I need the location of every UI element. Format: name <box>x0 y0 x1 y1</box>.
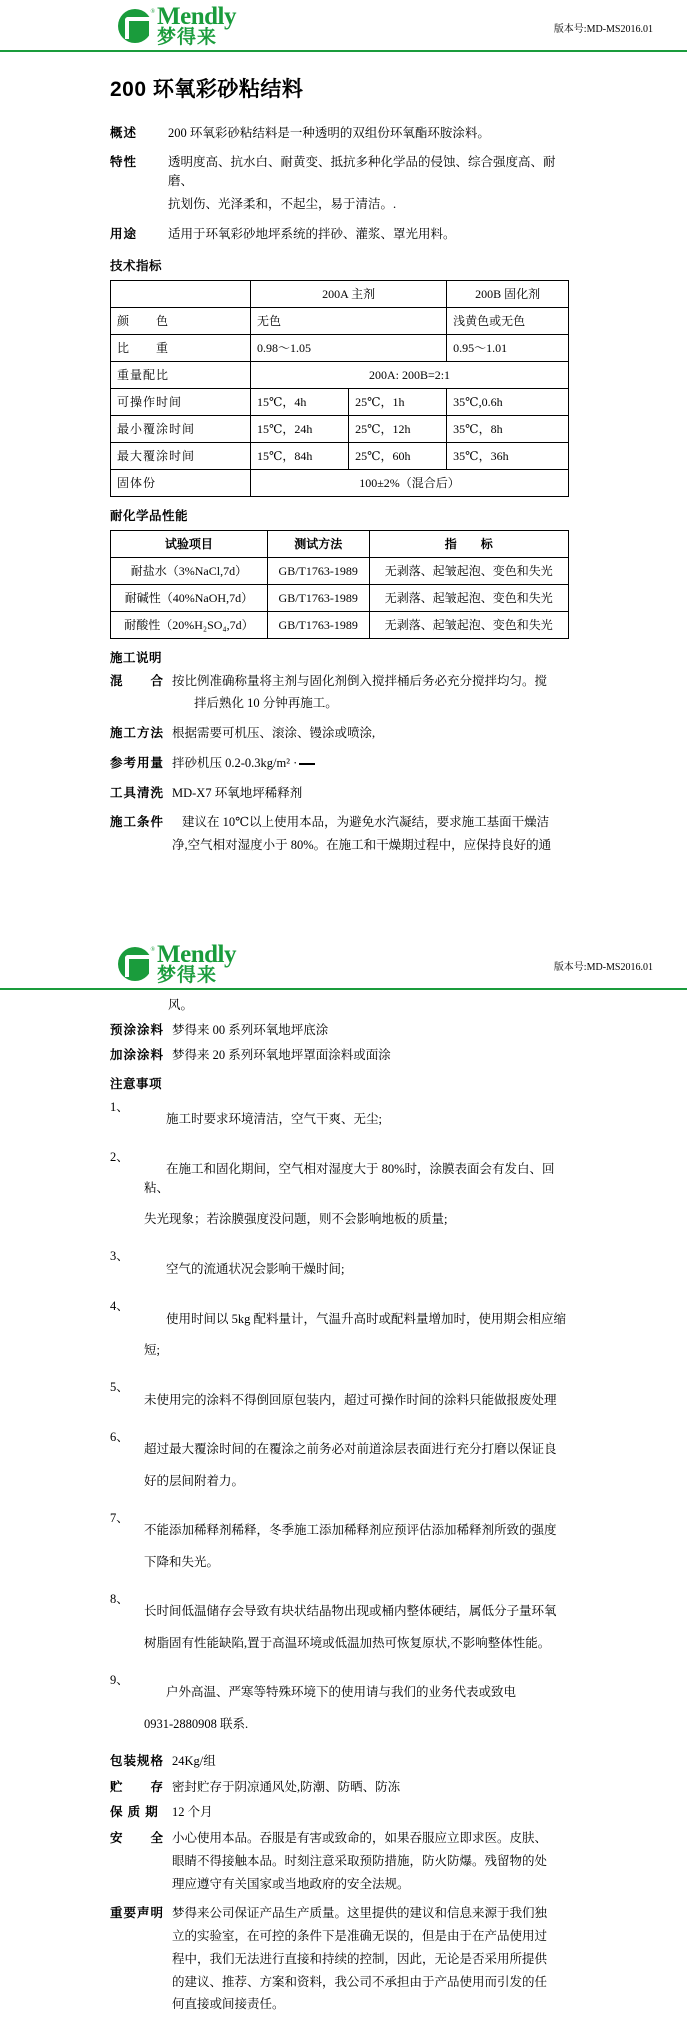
intro-features-line-1: 透明度高、抗水白、耐黄变、抵抗多种化学品的侵蚀、综合强度高、耐磨、 <box>168 155 556 188</box>
note-9-line-2: 0931-2880908 联系. <box>144 1716 249 1731</box>
table-row <box>111 335 569 362</box>
precoat-value: 梦得来 00 系列环氧地坪底涂 <box>172 1022 329 1037</box>
note-item-8 <box>110 1590 569 1665</box>
tech-ratio-value: 200A: 200B=2:1 <box>251 362 569 389</box>
disclaimer-value <box>172 1904 569 2018</box>
note-5-line-1: 未使用完的涂料不得倒回原包装内，超过可操作时间的涂料只能做报废处理 <box>144 1392 557 1407</box>
tech-min-recoat-v3: 35℃，8h <box>447 416 569 443</box>
tech-spec-table <box>110 280 569 497</box>
construction-method-line-1: 根据需要可机压、滚涂、镘涂或喷涂, <box>172 726 376 740</box>
chem-row-1-spec: 无剥落、起皱起泡、变色和失光 <box>369 557 568 584</box>
tech-row-density-a: 0.98～1.05 <box>251 335 447 362</box>
construction-conditions-line-1: 建议在 10℃以上使用本品，为避免水汽凝结，要求施工基面干燥洁 <box>182 815 550 830</box>
packaging-key: 包装规格 <box>110 1753 165 1768</box>
intro-key-features: 特性 <box>110 155 138 170</box>
tech-pot-life-v1: 15℃，4h <box>251 389 349 416</box>
tech-empty-corner <box>111 281 251 308</box>
chem-row-2-item: 耐碱性（40%NaOH,7d） <box>111 584 268 611</box>
note-1-line-1: 施工时要求环境清洁，空气干爽、无尘; <box>166 1112 382 1127</box>
tech-solid-label: 固体份 <box>111 470 251 497</box>
intro-row-usage <box>110 225 569 248</box>
intro-value-usage <box>168 225 569 248</box>
construction-value-conditions <box>172 813 569 859</box>
note-text-6 <box>144 1428 569 1503</box>
table-row <box>111 362 569 389</box>
note-text-1 <box>144 1098 569 1142</box>
construction-consumption-line-1 <box>172 754 569 773</box>
page-2-content <box>0 996 687 2018</box>
tech-row-color-label: 颜 色 <box>111 308 251 335</box>
logo-chinese-name: 梦得来 <box>157 27 218 49</box>
header-divider-2 <box>0 988 687 990</box>
note-8-line-1: 长时间低温储存会导致有块状结晶物出现或桶内整体硬结，属低分子量环氧 <box>144 1604 557 1619</box>
note-item-7 <box>110 1509 569 1584</box>
page-1-content <box>0 74 687 859</box>
intro-value-features <box>168 153 569 217</box>
construction-key-mixing: 混 合 <box>110 673 165 688</box>
note-index-3: 3、 <box>110 1249 129 1264</box>
company-logo-2 <box>118 942 236 986</box>
note-4-line-1: 使用时间以 5kg 配料量计，气温升高时或配料量增加时，使用期会相应缩 <box>166 1311 567 1326</box>
construction-value-mixing <box>172 672 569 718</box>
note-index-7: 7、 <box>110 1510 129 1525</box>
chem-row-1-method: GB/T1763-1989 <box>267 557 369 584</box>
disclaimer-line-1: 梦得来公司保证产品生产质量。这里提供的建议和信息来源于我们独 <box>172 1906 548 1921</box>
logo-mark-icon <box>118 9 155 43</box>
note-item-4 <box>110 1297 569 1372</box>
chem-row-2-spec: 无剥落、起皱起泡、变色和失光 <box>369 584 568 611</box>
construction-mixing-line-2: 拌后熟化 10 分钟再施工。 <box>194 696 338 711</box>
note-index-1: 1、 <box>110 1099 129 1114</box>
construction-key-conditions: 施工条件 <box>110 815 165 830</box>
precoat-row <box>110 1021 569 1040</box>
table-row <box>111 611 569 638</box>
note-3-line-1: 空气的流通状况会影响干燥时间; <box>166 1261 345 1276</box>
tech-min-recoat-v2: 25℃，12h <box>349 416 447 443</box>
chem-row-2-method: GB/T1763-1989 <box>267 584 369 611</box>
logo-mark-icon <box>118 946 155 981</box>
note-text-7 <box>144 1509 569 1584</box>
note-6-line-1: 超过最大覆涂时间的在覆涂之前务必对前道涂层表面进行充分打磨以保证良 <box>144 1442 557 1457</box>
tech-min-recoat-v1: 15℃，24h <box>251 416 349 443</box>
safety-line-3: 理应遵守有关国家或当地政府的安全法规。 <box>172 1876 410 1891</box>
tech-ratio-label: 重量配比 <box>111 362 251 389</box>
note-item-6 <box>110 1428 569 1503</box>
note-index-6: 6、 <box>110 1429 129 1444</box>
note-item-2 <box>110 1148 569 1242</box>
tech-min-recoat-label: 最小覆涂时间 <box>111 416 251 443</box>
note-7-line-2: 下降和失光。 <box>144 1554 220 1569</box>
storage-value: 密封贮存于阴凉通风处,防潮、防晒、防冻 <box>172 1779 401 1794</box>
disclaimer-line-3: 程中，我们无法进行直接和持续的控制，因此，无论是否采用所提供 <box>172 1951 548 1966</box>
chem-row-1-item: 耐盐水（3%NaCl,7d） <box>111 557 268 584</box>
disclaimer-row <box>110 1904 569 2018</box>
tech-row-color-a: 无色 <box>251 308 447 335</box>
table-row <box>111 281 569 308</box>
logo-text-2 <box>157 942 236 986</box>
note-item-5 <box>110 1378 569 1422</box>
notes-heading: 注意事项 <box>110 1077 163 1091</box>
note-9-line-1: 户外高温、严寒等特殊环境下的使用请与我们的业务代表或致电 <box>166 1685 517 1700</box>
construction-key-method: 施工方法 <box>110 726 165 740</box>
tech-solid-value: 100±2%（混合后） <box>251 470 569 497</box>
table-row <box>111 443 569 470</box>
safety-row <box>110 1829 569 1897</box>
note-4-line-2: 短; <box>144 1342 160 1357</box>
disclaimer-line-4: 的建议、推荐、方案和资料，我公司不承担由于产品使用而引发的任 <box>172 1974 548 1989</box>
logo-english-name: Mendly <box>157 3 236 30</box>
note-8-line-2: 树脂固有性能缺陷,置于高温环境或低温加热可恢复原状,不影响整体性能。 <box>144 1635 551 1650</box>
registered-trademark-icon: ® <box>150 9 155 16</box>
tech-max-recoat-v2: 25℃，60h <box>349 443 447 470</box>
construction-row-cleaning <box>110 784 569 807</box>
page-break-gap <box>0 866 687 938</box>
chem-row-3-method: GB/T1763-1989 <box>267 611 369 638</box>
page-title: 200 环氧彩砂粘结料 <box>110 78 304 101</box>
note-item-9 <box>110 1671 569 1746</box>
intro-row-overview <box>110 124 569 147</box>
packaging-value: 24Kg/组 <box>172 1753 216 1768</box>
logo-text <box>157 4 236 48</box>
intro-value-overview <box>168 124 569 147</box>
safety-line-1: 小心使用本品。吞服是有害或致命的，如果吞服应立即求医。皮肤、 <box>172 1831 548 1845</box>
chem-row-3-item: 耐酸性（20%H₂SO₄,7d） <box>111 611 268 638</box>
note-text-3 <box>144 1247 569 1291</box>
chem-row-3-spec: 无剥落、起皱起泡、变色和失光 <box>369 611 568 638</box>
tech-max-recoat-v1: 15℃，84h <box>251 443 349 470</box>
safety-line-2: 眼睛不得接触本品。时刻注意采取预防措施，防火防爆。残留物的处 <box>172 1853 548 1868</box>
intro-overview-line-1: 200 环氧彩砂粘结料是一种透明的双组份环氧酯环胺涂料。 <box>168 125 490 140</box>
version-number-2: 版本号:MD-MS2016.01 <box>553 961 653 973</box>
chem-header-method: 测试方法 <box>267 530 369 557</box>
construction-value-cleaning <box>172 784 569 807</box>
note-text-5 <box>144 1378 569 1422</box>
table-row <box>111 584 569 611</box>
table-header-row <box>111 530 569 557</box>
construction-key-cleaning: 工具清洗 <box>110 785 165 800</box>
topcoat-value: 梦得来 20 系列环氧地坪罩面涂料或面涂 <box>172 1048 391 1063</box>
shelf-life-value: 12 个月 <box>172 1805 213 1820</box>
redacted-mark <box>299 763 315 765</box>
note-index-2: 2、 <box>110 1149 129 1164</box>
packaging-row <box>110 1752 569 1771</box>
note-text-9 <box>144 1671 569 1746</box>
shelf-life-key: 保 质 期 <box>110 1805 159 1820</box>
disclaimer-line-5: 何直接或间接责任。 <box>172 1997 285 2012</box>
note-text-2 <box>144 1148 569 1242</box>
tech-col-a-header: 200A 主剂 <box>251 281 447 308</box>
logo-english-name: Mendly <box>157 940 236 968</box>
note-index-4: 4、 <box>110 1299 129 1313</box>
construction-row-consumption <box>110 754 569 777</box>
construction-conditions-line-2: 净,空气相对湿度小于 80%。在施工和干燥期过程中，应保持良好的通 <box>172 838 552 852</box>
storage-key: 贮 存 <box>110 1779 165 1794</box>
intro-row-features <box>110 153 569 217</box>
page-header-2 <box>0 938 687 984</box>
construction-heading: 施工说明 <box>110 650 163 665</box>
table-row <box>111 389 569 416</box>
table-row <box>111 416 569 443</box>
intro-key-overview: 概述 <box>110 125 138 140</box>
note-index-9: 9、 <box>110 1672 129 1687</box>
tech-pot-life-v3: 35℃,0.6h <box>447 389 569 416</box>
construction-mixing-line-1: 按比例准确称量将主剂与固化剂倒入搅拌桶后务必充分搅拌均匀。搅 <box>172 673 548 688</box>
chem-resistance-table <box>110 530 569 639</box>
intro-usage-line-1: 适用于环氧彩砂地坪系统的拌砂、灌浆、罩光用料。 <box>168 226 456 241</box>
logo-chinese-name: 梦得来 <box>157 965 218 986</box>
chem-header-item: 试验项目 <box>111 530 268 557</box>
construction-cleaning-line-1: MD-X7 环氧地坪稀释剂 <box>172 785 303 800</box>
note-6-line-2: 好的层间附着力。 <box>144 1473 245 1488</box>
construction-value-consumption <box>172 754 569 777</box>
chem-resistance-heading: 耐化学品性能 <box>110 509 189 523</box>
construction-row-mixing <box>110 672 569 718</box>
tech-row-density-b: 0.95～1.01 <box>447 335 569 362</box>
construction-consumption-text: 拌砂机压 0.2-0.3kg/m² · <box>172 755 298 770</box>
note-7-line-1: 不能添加稀释剂稀释，冬季施工添加稀释剂应预评估添加稀释剂所致的强度 <box>144 1523 557 1538</box>
document-page-1 <box>0 0 687 938</box>
chem-header-spec: 指 标 <box>369 530 568 557</box>
construction-conditions-line-3: 风。 <box>168 997 194 1012</box>
tech-max-recoat-v3: 35℃，36h <box>447 443 569 470</box>
note-text-8 <box>144 1590 569 1665</box>
construction-value-method <box>172 724 569 747</box>
tech-pot-life-v2: 25℃，1h <box>349 389 447 416</box>
intro-key-usage: 用途 <box>110 226 138 241</box>
note-index-5: 5、 <box>110 1380 129 1394</box>
tech-row-density-label: 比 重 <box>111 335 251 362</box>
topcoat-row <box>110 1046 569 1065</box>
disclaimer-key: 重要声明 <box>110 1906 165 1921</box>
construction-row-conditions <box>110 813 569 859</box>
table-row <box>111 308 569 335</box>
topcoat-key: 加涂涂料 <box>110 1048 165 1063</box>
document-page-2 <box>0 938 687 2018</box>
storage-row <box>110 1778 569 1797</box>
note-item-1 <box>110 1098 569 1142</box>
tech-spec-heading: 技术指标 <box>110 259 163 274</box>
table-row <box>111 557 569 584</box>
tech-pot-life-label: 可操作时间 <box>111 389 251 416</box>
note-text-4 <box>144 1297 569 1372</box>
note-item-3 <box>110 1247 569 1291</box>
safety-key: 安 全 <box>110 1831 165 1845</box>
construction-key-consumption: 参考用量 <box>110 755 165 770</box>
note-2-line-2: 失光现象；若涂膜强度没问题，则不会影响地板的质量; <box>144 1212 448 1226</box>
disclaimer-line-2: 立的实验室，在可控的条件下是准确无误的，但是由于在产品使用过 <box>172 1929 548 1943</box>
table-row <box>111 470 569 497</box>
construction-row-method <box>110 724 569 747</box>
page-header <box>0 0 687 49</box>
safety-value <box>172 1829 569 1897</box>
intro-features-line-2: 抗划伤、光泽柔和，不起尘，易于清洁。. <box>168 196 397 211</box>
tech-col-b-header: 200B 固化剂 <box>447 281 569 308</box>
tech-row-color-b: 浅黄色或无色 <box>447 308 569 335</box>
registered-trademark-icon: ® <box>150 946 155 953</box>
note-2-line-1: 在施工和固化期间，空气相对湿度大于 80%时，涂膜表面会有发白、回粘、 <box>144 1162 555 1195</box>
shelf-life-row <box>110 1803 569 1822</box>
tech-max-recoat-label: 最大覆涂时间 <box>111 443 251 470</box>
note-index-8: 8、 <box>110 1591 129 1606</box>
header-divider <box>0 50 687 52</box>
company-logo <box>118 4 236 48</box>
precoat-key: 预涂涂料 <box>110 1022 165 1037</box>
version-number: 版本号:MD-MS2016.01 <box>553 24 653 35</box>
